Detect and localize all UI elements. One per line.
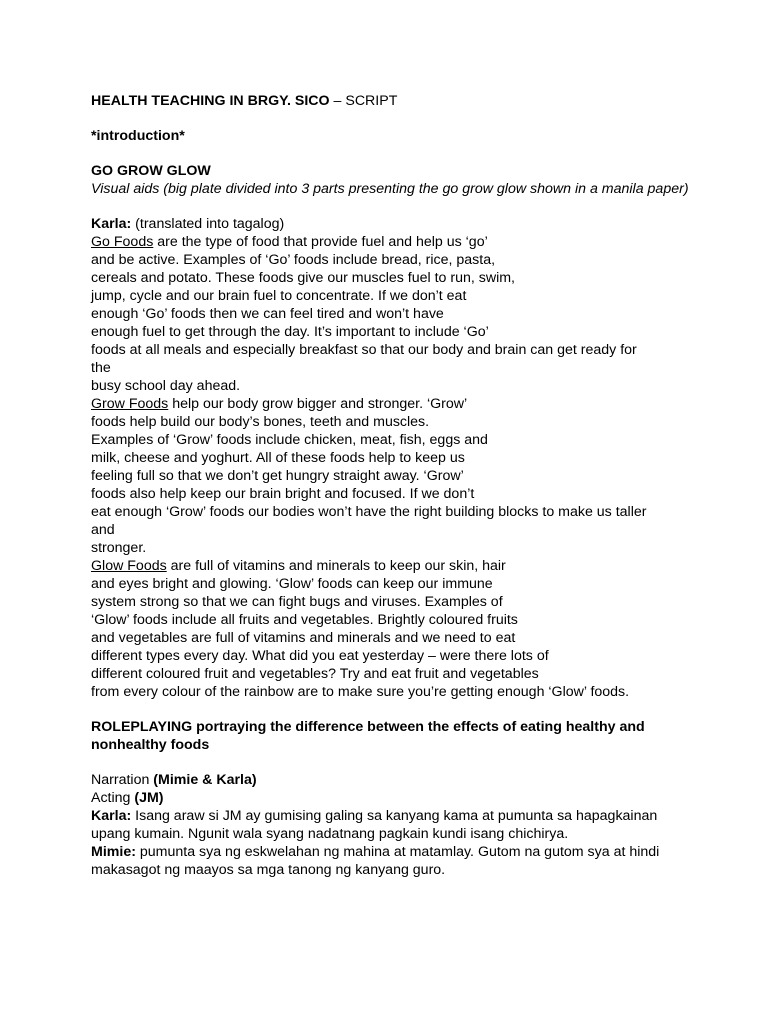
glow-line: different types every day. What did you eat yesterday – were there lots of (91, 648, 549, 664)
glow-line: from every colour of the rainbow are to make sure you’re getting enough ‘Glow’ foods. (91, 684, 630, 700)
grow-line: Examples of ‘Grow’ foods include chicken, meat, fish, eggs and (91, 432, 488, 448)
go-line: enough ‘Go’ foods then we can feel tired and won’t have (91, 306, 444, 322)
title-bold: HEALTH TEACHING IN BRGY. SICO (91, 93, 330, 109)
translated-note: (translated into tagalog) (131, 216, 285, 232)
grow-line-text: help our body grow bigger and stronger. ‘Grow’ (168, 396, 468, 412)
go-line-text: are the type of food that provide fuel and help us ‘go’ (153, 234, 488, 250)
narration-line (91, 771, 691, 789)
grow-line: milk, cheese and yoghurt. All of these foods help to keep us (91, 450, 465, 466)
glow-line: and vegetables are full of vitamins and minerals and we need to eat (91, 630, 516, 646)
go-line: jump, cycle and our brain fuel to concentrate. If we don’t eat (91, 288, 467, 304)
grow-line: foods also help keep our brain bright and focused. If we don’t (91, 486, 475, 502)
go-line: foods at all meals and especially breakfast so that our body and brain can get ready for (91, 342, 637, 358)
acting-line (91, 789, 691, 807)
go-line: enough fuel to get through the day. It’s important to include ‘Go’ (91, 324, 489, 340)
glow-line-text: are full of vitamins and minerals to keep our skin, hair (166, 558, 506, 574)
karla-dialogue (91, 807, 691, 843)
go-line: the (91, 360, 111, 376)
mimie-dialogue-text: pumunta sya ng eskwelahan ng mahina at matamlay. Gutom na gutom sya at hindi makasagot ng maayos sa mga tanong ng kanyang guro. (91, 844, 660, 878)
section-heading: GO GROW GLOW (91, 163, 211, 179)
document-title (91, 92, 691, 110)
go-line (91, 233, 691, 251)
speaker-karla: Karla: (91, 216, 132, 232)
narration-label: Narration (91, 772, 154, 788)
grow-line (91, 395, 691, 413)
title-suffix: – SCRIPT (329, 93, 398, 109)
go-line: and be active. Examples of ‘Go’ foods include bread, rice, pasta, (91, 252, 496, 268)
glow-line: system strong so that we can fight bugs and viruses. Examples of (91, 594, 503, 610)
mimie-dialogue (91, 843, 691, 879)
grow-line: stronger. (91, 540, 147, 556)
glow-line: different coloured fruit and vegetables? Try and eat fruit and vegetables (91, 666, 539, 682)
introduction-label: *introduction* (91, 128, 185, 144)
glow-line: ‘Glow’ foods include all fruits and vegetables. Brightly coloured fruits (91, 612, 518, 628)
glow-foods-label: Glow Foods (91, 558, 167, 574)
acting-names: (JM) (134, 790, 164, 806)
glow-line: and eyes bright and glowing. ‘Glow’ foods can keep our immune (91, 576, 493, 592)
grow-line: and (91, 522, 115, 538)
glow-foods-section (91, 557, 691, 701)
grow-line: eat enough ‘Grow’ foods our bodies won’t have the right building blocks to make us taller (91, 504, 647, 520)
speaker-karla-dialogue: Karla: (91, 808, 132, 824)
grow-foods-section (91, 395, 691, 557)
karla-intro (91, 215, 691, 233)
go-foods-label: Go Foods (91, 234, 154, 250)
grow-line: foods help build our body’s bones, teeth and muscles. (91, 414, 430, 430)
grow-line: feeling full so that we don’t get hungry straight away. ‘Grow’ (91, 468, 464, 484)
spacer (91, 701, 691, 718)
karla-dialogue-text: Isang araw si JM ay gumising galing sa kanyang kama at pumunta sa hapagkainan upang kumain. Ngunit wala syang nadatnang pagkain kundi isang chichirya. (91, 808, 658, 842)
speaker-mimie: Mimie: (91, 844, 136, 860)
go-foods-section (91, 233, 691, 395)
glow-line (91, 557, 691, 575)
go-line: cereals and potato. These foods give our muscles fuel to run, swim, (91, 270, 516, 286)
visual-aids-note: Visual aids (big plate divided into 3 parts presenting the go grow glow shown in a manila paper) (91, 181, 689, 197)
narration-names: (Mimie & Karla) (153, 772, 257, 788)
go-line: busy school day ahead. (91, 378, 241, 394)
roleplay-heading: ROLEPLAYING portraying the difference between the effects of eating healthy and nonhealthy foods (91, 719, 645, 753)
grow-foods-label: Grow Foods (91, 396, 169, 412)
document-body (91, 92, 691, 879)
acting-label: Acting (91, 790, 135, 806)
